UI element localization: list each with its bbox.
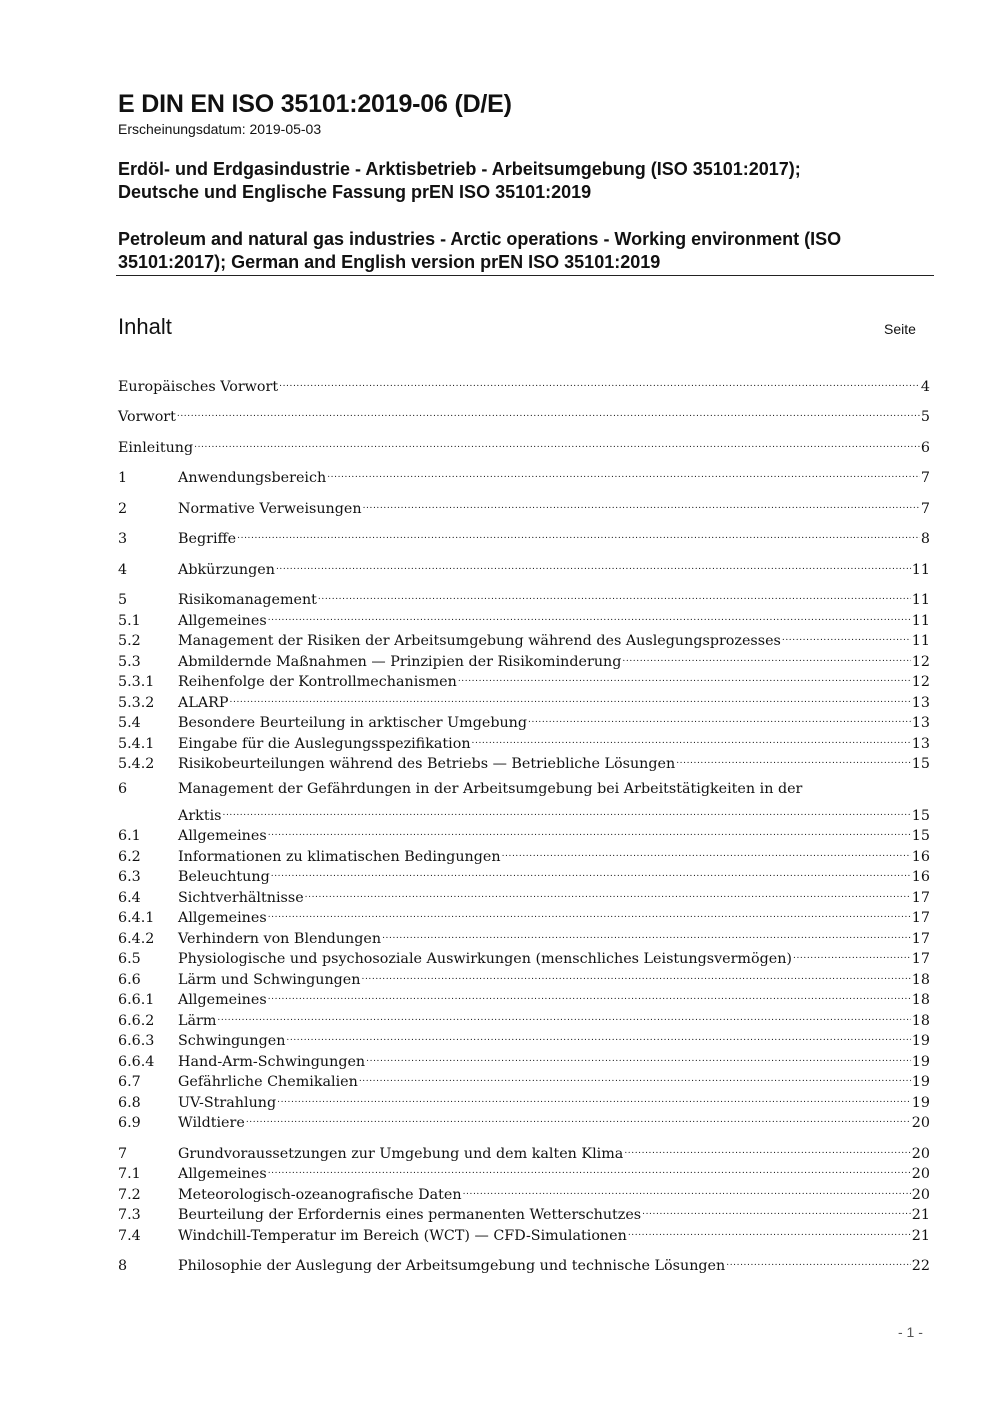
toc-entry-number: 5.4 [118,715,141,731]
toc-entry-number: 7.3 [118,1207,141,1223]
toc-leader-dots [268,820,911,840]
toc-entry-number: 7 [118,1146,128,1162]
toc-leader-dots [305,882,911,902]
toc-entry-title: Reihenfolge der Kontrollmechanismen [178,674,457,690]
toc-entry-number: 5.3.1 [118,674,155,690]
toc-entry-number: 6.6 [118,972,141,988]
toc-entry[interactable] [118,646,930,670]
toc-entry[interactable] [118,523,930,547]
toc-entry[interactable] [118,707,930,731]
toc-entry-page: 17 [911,951,930,967]
toc-leader-dots [361,964,910,984]
toc-entry-page: 6 [920,440,930,456]
toc-leader-dots [230,687,911,707]
toc-entry-title: Gefährliche Chemikalien [178,1074,358,1090]
toc-leader-dots [268,605,911,625]
toc-entry-page: 13 [911,736,930,752]
toc-entry-page: 18 [911,972,930,988]
toc-entry-number: 6.2 [118,849,141,865]
toc-leader-dots [363,493,920,513]
toc-entry-page: 20 [911,1187,930,1203]
toc-heading: Inhalt [118,314,172,339]
toc-entry-title: Allgemeines [178,1166,267,1182]
toc-entry-title: Meteorologisch-ozeanografische Daten [178,1187,462,1203]
toc-leader-dots [528,707,911,727]
toc-entry[interactable] [118,1138,930,1162]
toc-entry[interactable] [118,1025,930,1049]
toc-entry-page: 18 [911,992,930,1008]
toc-entry-number: 3 [118,531,128,547]
toc-entry-title: Allgemeines [178,992,267,1008]
toc-leader-dots [624,1138,910,1158]
toc-entry-title: Lärm und Schwingungen [178,972,361,988]
toc-entry-title: Wildtiere [178,1115,245,1131]
toc-leader-dots [472,728,911,748]
toc-entry[interactable] [118,1107,930,1131]
toc-entry-title: Besondere Beurteilung in arktischer Umgebung [178,715,528,731]
toc-leader-dots [279,371,920,391]
toc-entry-page: 17 [911,890,930,906]
toc-entry-page: 17 [911,910,930,926]
toc-entry-page: 22 [911,1258,930,1274]
toc-entry-title: Vorwort [118,409,176,425]
toc-leader-dots [793,943,911,963]
toc-entry-page: 19 [911,1095,930,1111]
toc-entry-title: Lärm [178,1013,217,1029]
toc-entry-page: 19 [911,1074,930,1090]
toc-leader-dots [237,523,920,543]
toc-entry-number: 5.4.1 [118,736,155,752]
toc-entry-number: 6.1 [118,828,141,844]
toc-entry-title: Einleitung [118,440,194,456]
title-english-line-2: 35101:2017); German and English version prEN ISO 35101:2019 [118,252,661,272]
toc-entry-number: 5 [118,592,128,608]
toc-entry-page: 15 [911,808,930,824]
table-of-contents [118,0,930,1403]
toc-leader-dots [268,1158,911,1178]
toc-entry-page: 7 [920,470,930,486]
toc-leader-dots [782,625,911,645]
toc-entry[interactable] [118,1158,930,1182]
toc-entry-page: 17 [911,931,930,947]
toc-entry[interactable] [118,666,930,690]
toc-entry-page: 19 [911,1054,930,1070]
toc-entry[interactable] [118,1250,930,1274]
title-german-line-2: Deutsche und Englische Fassung prEN ISO 35101:2019 [118,182,592,202]
toc-entry-page: 15 [911,828,930,844]
toc-entry-title: Management der Risiken der Arbeitsumgebung während des Auslegungsprozesses [178,633,781,649]
toc-entry[interactable] [118,1087,930,1111]
toc-entry-title-continuation: Arktis [178,808,222,824]
toc-entry-page: 11 [911,592,930,608]
toc-entry-title: Physiologische und psychosoziale Auswirkungen (menschliches Leistungsvermögen) [178,951,792,967]
toc-entry-number: 6.4.2 [118,931,155,947]
toc-entry[interactable] [118,820,930,844]
toc-entry-number: 2 [118,501,128,517]
toc-entry-number: 5.3 [118,654,141,670]
toc-leader-dots [327,462,920,482]
toc-entry-title: Management der Gefährdungen in der Arbeitsumgebung bei Arbeitstätigkeiten in der [178,781,803,797]
toc-entry-page: 5 [920,409,930,425]
toc-entry-page: 20 [911,1115,930,1131]
toc-entry-title: ALARP [178,695,229,711]
toc-entry[interactable] [118,902,930,926]
toc-entry[interactable] [118,1199,930,1223]
toc-leader-dots [366,1046,911,1066]
toc-leader-dots [177,401,920,421]
toc-entry[interactable] [118,401,930,425]
toc-entry[interactable] [118,748,930,772]
toc-entry-number: 6.5 [118,951,141,967]
toc-entry[interactable] [118,1005,930,1029]
toc-leader-dots [268,984,911,1004]
toc-entry-number: 7.1 [118,1166,141,1182]
toc-entry-title: Allgemeines [178,828,267,844]
toc-entry-page: 12 [911,674,930,690]
toc-entry[interactable] [118,882,930,906]
toc-entry-title: Normative Verweisungen [178,501,362,517]
toc-leader-dots [458,666,911,686]
toc-entry-title: Abmildernde Maßnahmen — Prinzipien der Risikominderung [178,654,622,670]
toc-entry-page: 20 [911,1166,930,1182]
toc-entry[interactable] [118,1220,930,1244]
toc-leader-dots [268,902,911,922]
toc-entry-number: 1 [118,470,128,486]
toc-entry[interactable] [118,625,930,649]
toc-entry-number: 7.2 [118,1187,141,1203]
toc-leader-dots [222,800,910,820]
toc-entry-continuation[interactable] [118,800,930,824]
toc-entry-page: 11 [911,613,930,629]
toc-entry-number: 6.6.2 [118,1013,155,1029]
toc-leader-dots [382,923,911,943]
toc-entry-number: 5.4.2 [118,756,155,772]
toc-entry-number: 4 [118,562,128,578]
toc-entry-page: 7 [920,501,930,517]
title-german-line-1: Erdöl- und Erdgasindustrie - Arktisbetrieb - Arbeitsumgebung (ISO 35101:2017); [118,159,801,179]
toc-leader-dots [246,1107,911,1127]
toc-entry[interactable] [118,493,930,517]
toc-entry-title: Abkürzungen [178,562,275,578]
toc-entry[interactable] [118,554,930,578]
toc-entry-page: 8 [920,531,930,547]
toc-leader-dots [276,554,911,574]
page-number: - 1 - [898,1324,923,1340]
toc-entry-page: 21 [911,1207,930,1223]
toc-entry-title: Schwingungen [178,1033,286,1049]
toc-entry-page: 21 [911,1228,930,1244]
toc-entry-title: Sichtverhältnisse [178,890,304,906]
toc-entry-title: Beurteilung der Erfordernis eines permanenten Wetterschutzes [178,1207,642,1223]
toc-entry[interactable] [118,779,930,799]
toc-entry-title: Eingabe für die Auslegungsspezifikation [178,736,471,752]
toc-leader-dots [622,646,910,666]
toc-entry-page: 20 [911,1146,930,1162]
toc-entry-page: 4 [920,379,930,395]
toc-entry-number: 7.4 [118,1228,141,1244]
toc-leader-dots [463,1179,911,1199]
toc-leader-dots [277,1087,911,1107]
toc-entry[interactable] [118,964,930,988]
toc-entry-number: 6.3 [118,869,141,885]
toc-leader-dots [642,1199,911,1219]
toc-entry-number: 5.2 [118,633,141,649]
toc-entry-page: 13 [911,715,930,731]
toc-entry-title: Europäisches Vorwort [118,379,279,395]
publication-date: Erscheinungsdatum: 2019-05-03 [118,121,322,137]
toc-entry[interactable] [118,687,930,711]
toc-entry-number: 5.3.2 [118,695,155,711]
toc-leader-dots [286,1025,910,1045]
toc-entry-title: Risikomanagement [178,592,317,608]
toc-entry-page: 13 [911,695,930,711]
toc-entry-title: Informationen zu klimatischen Bedingungen [178,849,501,865]
toc-entry[interactable] [118,841,930,865]
toc-entry-page: 19 [911,1033,930,1049]
toc-entry-number: 6.7 [118,1074,141,1090]
toc-leader-dots [318,584,911,604]
toc-entry[interactable] [118,432,930,456]
toc-entry-number: 5.1 [118,613,141,629]
toc-entry-page: 16 [911,849,930,865]
toc-entry[interactable] [118,462,930,486]
toc-entry-number: 6.6.3 [118,1033,155,1049]
toc-entry-title: Risikobeurteilungen während des Betriebs — Betriebliche Lösungen [178,756,676,772]
toc-entry[interactable] [118,1179,930,1203]
toc-entry-title: Philosophie der Auslegung der Arbeitsumgebung und technische Lösungen [178,1258,726,1274]
document-id: E DIN EN ISO 35101:2019-06 (D/E) [118,90,512,118]
toc-entry[interactable] [118,861,930,885]
toc-entry-number: 8 [118,1258,128,1274]
toc-entry[interactable] [118,584,930,608]
toc-entry-number: 6 [118,781,128,797]
toc-entry-page: 15 [911,756,930,772]
toc-entry-number: 6.6.1 [118,992,155,1008]
toc-entry-title: Grundvoraussetzungen zur Umgebung und dem kalten Klima [178,1146,624,1162]
toc-entry-number: 6.8 [118,1095,141,1111]
toc-leader-dots [628,1220,911,1240]
toc-entry-number: 6.6.4 [118,1054,155,1070]
toc-entry-number: 6.4 [118,890,141,906]
title-english-line-1: Petroleum and natural gas industries - Arctic operations - Working environment (ISO [118,229,842,249]
toc-entry-number: 6.9 [118,1115,141,1131]
toc-page-column-label: Seite [884,321,916,337]
toc-entry-title: UV-Strahlung [178,1095,277,1111]
toc-entry-page: 18 [911,1013,930,1029]
toc-entry[interactable] [118,371,930,395]
toc-entry[interactable] [118,984,930,1008]
toc-entry-title: Anwendungsbereich [178,470,327,486]
toc-entry-title: Begriffe [178,531,237,547]
toc-entry-page: 11 [911,562,930,578]
toc-entry-number: 6.4.1 [118,910,155,926]
toc-entry-title: Hand-Arm-Schwingungen [178,1054,366,1070]
toc-entry[interactable] [118,943,930,967]
toc-entry[interactable] [118,923,930,947]
toc-entry-page: 11 [911,633,930,649]
toc-entry-title: Verhindern von Blendungen [178,931,382,947]
toc-entry-title: Windchill-Temperatur im Bereich (WCT) — CFD-Simulationen [178,1228,627,1244]
toc-entry[interactable] [118,1046,930,1070]
toc-entry[interactable] [118,1066,930,1090]
toc-leader-dots [676,748,911,768]
toc-leader-dots [194,432,920,452]
toc-entry[interactable] [118,605,930,629]
toc-leader-dots [502,841,911,861]
toc-leader-dots [726,1250,911,1270]
toc-leader-dots [359,1066,911,1086]
toc-leader-dots [217,1005,910,1025]
toc-entry-title: Beleuchtung [178,869,270,885]
toc-entry-page: 12 [911,654,930,670]
toc-leader-dots [271,861,911,881]
toc-entry-title: Allgemeines [178,613,267,629]
toc-entry-title: Allgemeines [178,910,267,926]
toc-entry[interactable] [118,728,930,752]
toc-entry-page: 16 [911,869,930,885]
